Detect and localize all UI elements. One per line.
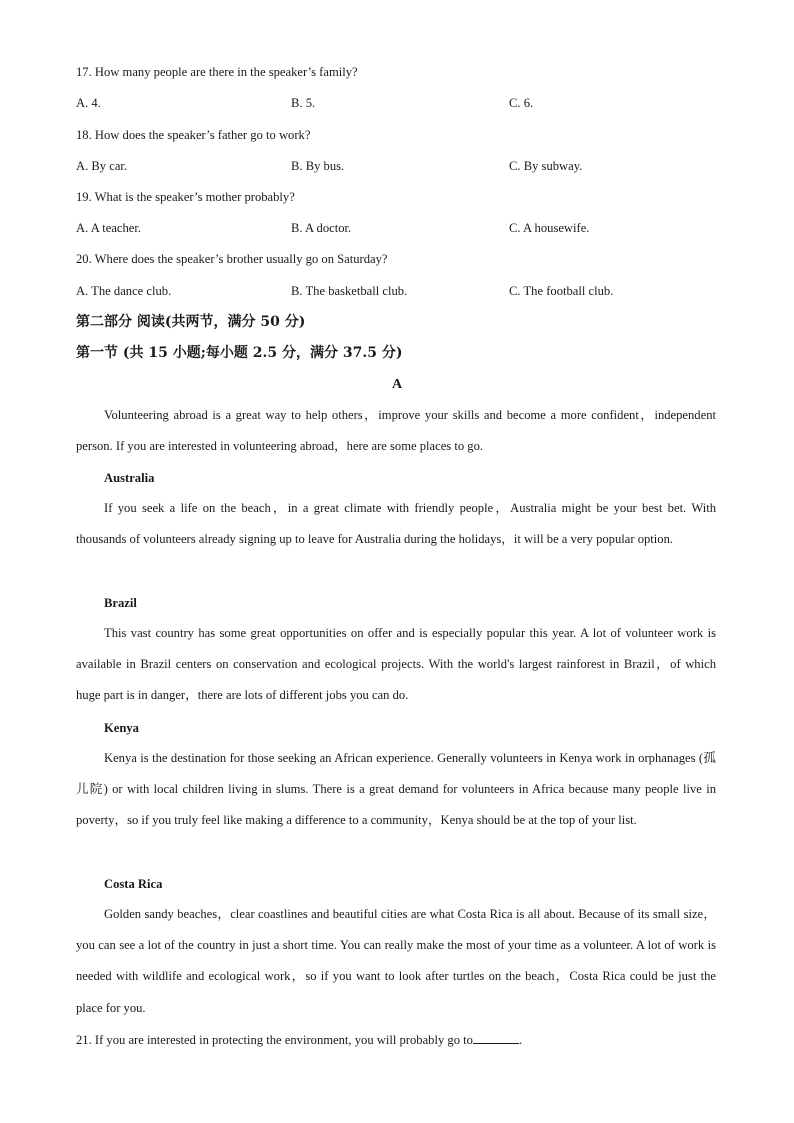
question-19: 19. What is the speaker’s mother probably? xyxy=(76,190,295,204)
section1-heading: 第一节 (共 15 小题;每小题 2.5 分，满分 37.5 分) xyxy=(76,345,403,361)
question-18: 18. How does the speaker’s father go to work? xyxy=(76,128,311,142)
q20-option-a: A. The dance club. xyxy=(76,284,172,298)
question-21 xyxy=(76,1032,522,1048)
place-heading-brazil: Brazil xyxy=(104,596,137,610)
australia-text: If you seek a life on the beach，in a great climate with friendly people，Australia might be your best bet. With thousands of volunteers already signing up to leave for Australia during the holidays，it will be a very popular option. xyxy=(76,501,716,547)
question-21-end: . xyxy=(518,1033,523,1047)
costa-rica-text: Golden sandy beaches，clear coastlines and beautiful cities are what Costa Rica is all about. Because of its small size，you can see a lot of the country in just a short time. You can really make the most of your time as a volunteer. A lot of work is needed with wildlife and ecological work，so if you want to look after turtles on the beach，Costa Rica could be just the place for you. xyxy=(76,907,716,1015)
q19-option-b: B. A doctor. xyxy=(291,221,352,235)
q20-option-c: C. The football club. xyxy=(509,284,614,298)
brazil-text: This vast country has some great opportunities on offer and is especially popular this year. A lot of volunteer work is available in Brazil centers on conservation and ecological projects. With the world's largest rainforest in Brazil，of which huge part is in danger，there are lots of different jobs you can do. xyxy=(76,626,716,703)
intro-text: Volunteering abroad is a great way to help others，improve your skills and become a more confident，independent person. If you are interested in volunteering abroad，here are some places to go. xyxy=(76,408,716,454)
q18-option-c: C. By subway. xyxy=(509,159,583,173)
place-heading-kenya: Kenya xyxy=(104,721,139,735)
q17-option-c: C. 6. xyxy=(509,96,534,110)
q19-option-c: C. A housewife. xyxy=(509,221,590,235)
q17-option-b: B. 5. xyxy=(291,96,316,110)
question-21-stem: 21. If you are interested in protecting the environment, you will probably go to xyxy=(76,1033,473,1047)
q18-option-b: B. By bus. xyxy=(291,159,345,173)
brazil-paragraph xyxy=(76,618,716,712)
place-heading-australia: Australia xyxy=(104,471,155,485)
q19-option-a: A. A teacher. xyxy=(76,221,142,235)
answer-blank[interactable] xyxy=(473,1032,519,1044)
place-heading-costa-rica: Costa Rica xyxy=(104,877,163,891)
q17-option-a: A. 4. xyxy=(76,96,101,110)
q20-option-b: B. The basketball club. xyxy=(291,284,408,298)
question-17: 17. How many people are there in the speaker’s family? xyxy=(76,65,358,79)
kenya-paragraph xyxy=(76,743,716,837)
intro-paragraph xyxy=(76,400,716,462)
passage-label: A xyxy=(391,377,403,392)
part2-heading: 第二部分 阅读(共两节，满分 50 分) xyxy=(76,314,306,330)
q18-option-a: A. By car. xyxy=(76,159,128,173)
kenya-text: Kenya is the destination for those seeking an African experience. Generally volunteers in Kenya work in orphanages (孤儿院) or with local children living in slums. There is a great demand for volunteers in Africa because many people live in poverty，so if you truly feel like making a difference to a community，Kenya should be at the top of your list. xyxy=(76,751,716,828)
australia-paragraph xyxy=(76,493,716,555)
costa-rica-paragraph xyxy=(76,899,716,1024)
question-20: 20. Where does the speaker’s brother usually go on Saturday? xyxy=(76,252,388,266)
